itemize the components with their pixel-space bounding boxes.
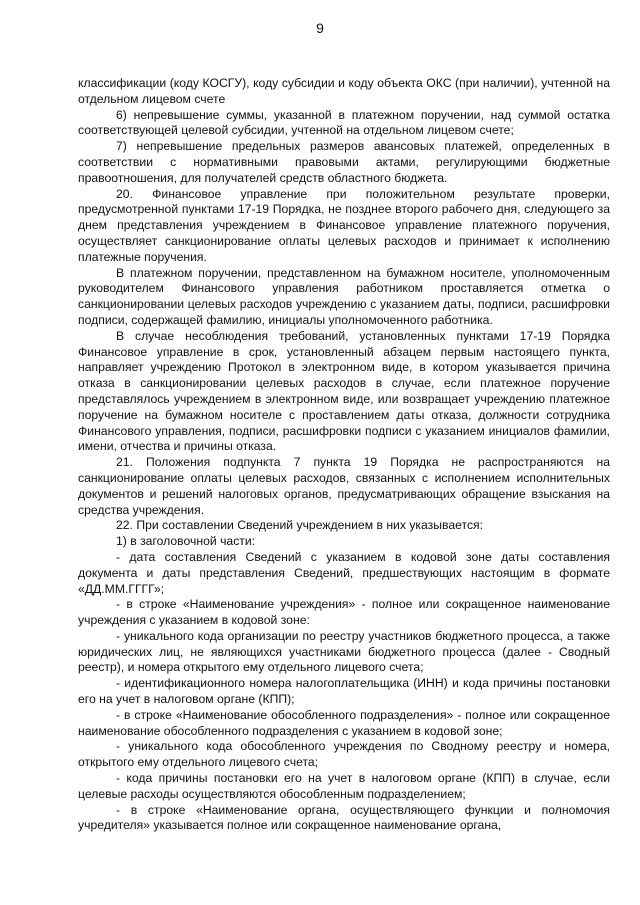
paragraph: - кода причины постановки его на учет в налоговом органе (КПП) в случае, если целевые расходы осуществляются обособленным подразделением; [78,771,610,801]
paragraph: - в строке «Наименование обособленного подразделения» - полное или сокращенное наименование обособленного подразделения с указанием в кодовой зоне; [78,707,610,738]
paragraph: - дата составления Сведений с указанием в кодовой зоне даты составления документа и даты представления Сведений, предшествующих настоящим в формате «ДД.ММ.ГГГГ»; [78,549,610,596]
paragraph: - уникального кода организации по реестру участников бюджетного процесса, а также юридических лиц, не являющихся участниками бюджетного процесса (далее - Сводный реестр), и номера открытого ему отдельного лицевого счета; [78,628,610,675]
paragraph: 6) непревышение суммы, указанной в платежном поручении, над суммой остатка соответствующей целевой субсидии, учтенной на отдельном лицевом счете; [78,107,610,138]
paragraph: 21. Положения подпункта 7 пункта 19 Порядка не распространяются на санкционирование оплаты целевых расходов, связанных с исполнением исполнительных документов и решений налоговых органов, предусматривающих обращение взыскания на средства учреждения. [78,455,610,517]
paragraph: - в строке «Наименование учреждения» - полное или сокращенное наименование учреждения с указанием в кодовой зоне: [78,597,610,628]
paragraph: классификации (коду КОСГУ), коду субсидии и коду объекта ОКС (при наличии), учтенной на отдельном лицевом счете [78,76,610,106]
paragraph: 7) непревышение предельных размеров авансовых платежей, определенных в соответствии с нормативными правовыми актами, регулирующими бюджетные правоотношения, для получателей средств областного бюджета. [78,139,610,185]
paragraph: 22. При составлении Сведений учреждением в них указывается: [116,518,484,533]
page-number: 9 [316,20,324,36]
paragraph: - в строке «Наименование органа, осуществляющего функции и полномочия учредителя» указывается полное или сокращенное наименование органа, [78,802,610,833]
paragraph: - уникального кода обособленного учреждения по Сводному реестру и номера, открытого ему отдельного лицевого счета; [78,739,610,770]
paragraph: 1) в заголовочной части: [116,534,256,549]
document-body [78,76,610,834]
paragraph: В случае несоблюдения требований, установленных пунктами 17-19 Порядка Финансовое управление в срок, установленный абзацем первым настоящего пункта, направляет учреждению Протокол в электронном виде, в котором указывается причина отказа в санкционировании целевых расходов в случае, если платежное поручение представлялось учреждением в электронном виде, или возвращает учреждению платежное поручение на бумажном носителе с проставлением даты отказа, должности сотрудника Финансового управления, подписи, расшифровки подписи с указанием инициалов фамилии, имени, отчества и причины отказа. [78,328,610,454]
paragraph: - идентификационного номера налогоплательщика (ИНН) и кода причины постановки его на учет в налоговом органе (КПП); [78,676,610,707]
paragraph: 20. Финансовое управление при положительном результате проверки, предусмотренной пунктами 17-19 Порядка, не позднее второго рабочего дня, следующего за днем представления учреждением в Финансовое управление платежного поручения, осуществляет санкционирование оплаты целевых расходов и принимает к исполнению платежные поручения. [78,186,610,264]
paragraph: В платежном поручении, представленном на бумажном носителе, уполномоченным руководителем Финансового управления работником проставляется отметка о санкционировании целевых расходов учреждению с указанием даты, подписи, расшифровки подписи, содержащей фамилию, инициалы уполномоченного работника. [78,265,610,327]
